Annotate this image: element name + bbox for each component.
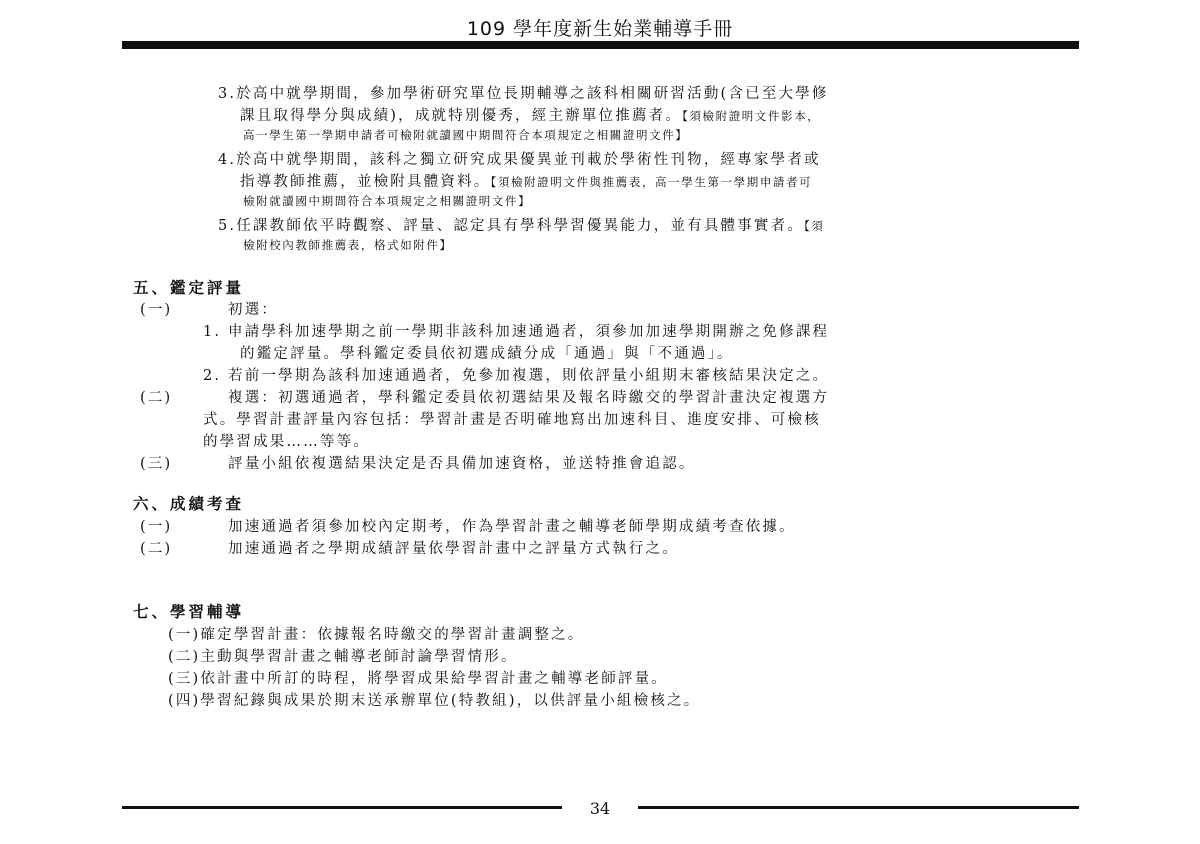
- section-6-heading: 六、成績考查: [133, 495, 245, 513]
- criteria-item-4-note2: 檢附就讀國中期間符合本項規定之相關證明文件】: [243, 194, 532, 208]
- criteria-item-5-note2: 檢附校內教師推薦表，格式如附件】: [243, 238, 453, 252]
- section-6-sub2-label: (二): [140, 541, 173, 557]
- section-5-heading: 五、鑑定評量: [133, 279, 245, 297]
- section-5-sub3-text: 評量小組依複選結果決定是否具備加速資格，並送特推會追認。: [228, 456, 696, 472]
- criteria-item-3-note1: 【須檢附證明文件影本，: [682, 109, 821, 123]
- section-5-sub3-label: (三): [140, 456, 173, 472]
- section-5-sub1-item2: 2. 若前一學期為該科加速通過者，免參加複選，則依評量小組期末審核結果決定之。: [203, 368, 830, 384]
- criteria-item-4-line2: 指導教師推薦，並檢附具體資料。: [240, 174, 491, 190]
- page-number-text: 34: [576, 799, 624, 818]
- criteria-item-3-note2: 高一學生第一學期申請者可檢附就讀國中期間符合本項規定之相關證明文件】: [243, 128, 689, 142]
- criteria-item-4-line1: 4.於高中就學期間，該科之獨立研究成果優異並刊載於學術性刊物，經專家學者或: [218, 152, 821, 168]
- header-rule: [122, 41, 1079, 49]
- section-5-sub2-line3: 的學習成果……等等。: [203, 434, 370, 450]
- section-6-sub1-label: (一): [140, 519, 173, 535]
- criteria-item-5-line1-row: [218, 214, 824, 235]
- section-5-sub2-label: (二): [140, 390, 173, 406]
- section-7-heading: 七、學習輔導: [133, 603, 245, 621]
- section-5-sub1-label: (一): [140, 302, 173, 318]
- section-7-item-3: (三)依計畫中所訂的時程，將學習成果給學習計畫之輔導老師評量。: [168, 671, 669, 687]
- section-5-sub2-line1: 複選：初選通過者，學科鑑定委員依初選結果及報名時繳交的學習計畫決定複選方: [228, 390, 830, 406]
- section-5-sub1-item1-line1: 1. 申請學科加速學期之前一學期非該科加速通過者，須參加加速學期開辦之免修課程: [203, 324, 830, 340]
- criteria-item-4-line2-row: [240, 170, 812, 191]
- section-6-sub1-text: 加速通過者須參加校內定期考，作為學習計畫之輔導老師學期成績考查依據。: [228, 519, 796, 535]
- criteria-item-4-note1: 【須檢附證明文件與推薦表，高一學生第一學期申請者可: [490, 175, 813, 189]
- criteria-item-5-line1: 5.任課教師依平時觀察、評量、認定具有學科學習優異能力，並有具體事實者。: [218, 218, 805, 234]
- section-5-sub1-text: 初選：: [228, 302, 279, 318]
- section-7-item-2: (二)主動與學習計畫之輔導老師討論學習情形。: [168, 649, 518, 665]
- section-6-sub2-text: 加速通過者之學期成績評量依學習計畫中之評量方式執行之。: [228, 541, 679, 557]
- section-5-sub1-item1-line2: 的鑑定評量。學科鑑定委員依初選成績分成「通過」與「不通過」。: [240, 346, 734, 362]
- criteria-item-3-line1: 3.於高中就學期間，參加學術研究單位長期輔導之該科相關研習活動(含已至大學修: [218, 86, 829, 102]
- criteria-item-5-note1: 【須: [804, 219, 825, 233]
- section-5-sub2-line2: 式。學習計畫評量內容包括：學習計畫是否明確地寫出加速科目、進度安排、可檢核: [203, 412, 821, 428]
- page-header-title: 109 學年度新生始業輔導手冊: [466, 18, 734, 40]
- section-7-item-1: (一)確定學習計畫：依據報名時繳交的學習計畫調整之。: [168, 627, 585, 643]
- criteria-item-3-line2-row: [240, 104, 820, 125]
- page-number: [0, 799, 1200, 818]
- section-7-item-4: (四)學習紀錄與成果於期末送承辦單位(特教組)，以供評量小組檢核之。: [168, 693, 701, 709]
- criteria-item-3-line2: 課且取得學分與成績)，成就特別優秀，經主辦單位推薦者。: [240, 108, 683, 124]
